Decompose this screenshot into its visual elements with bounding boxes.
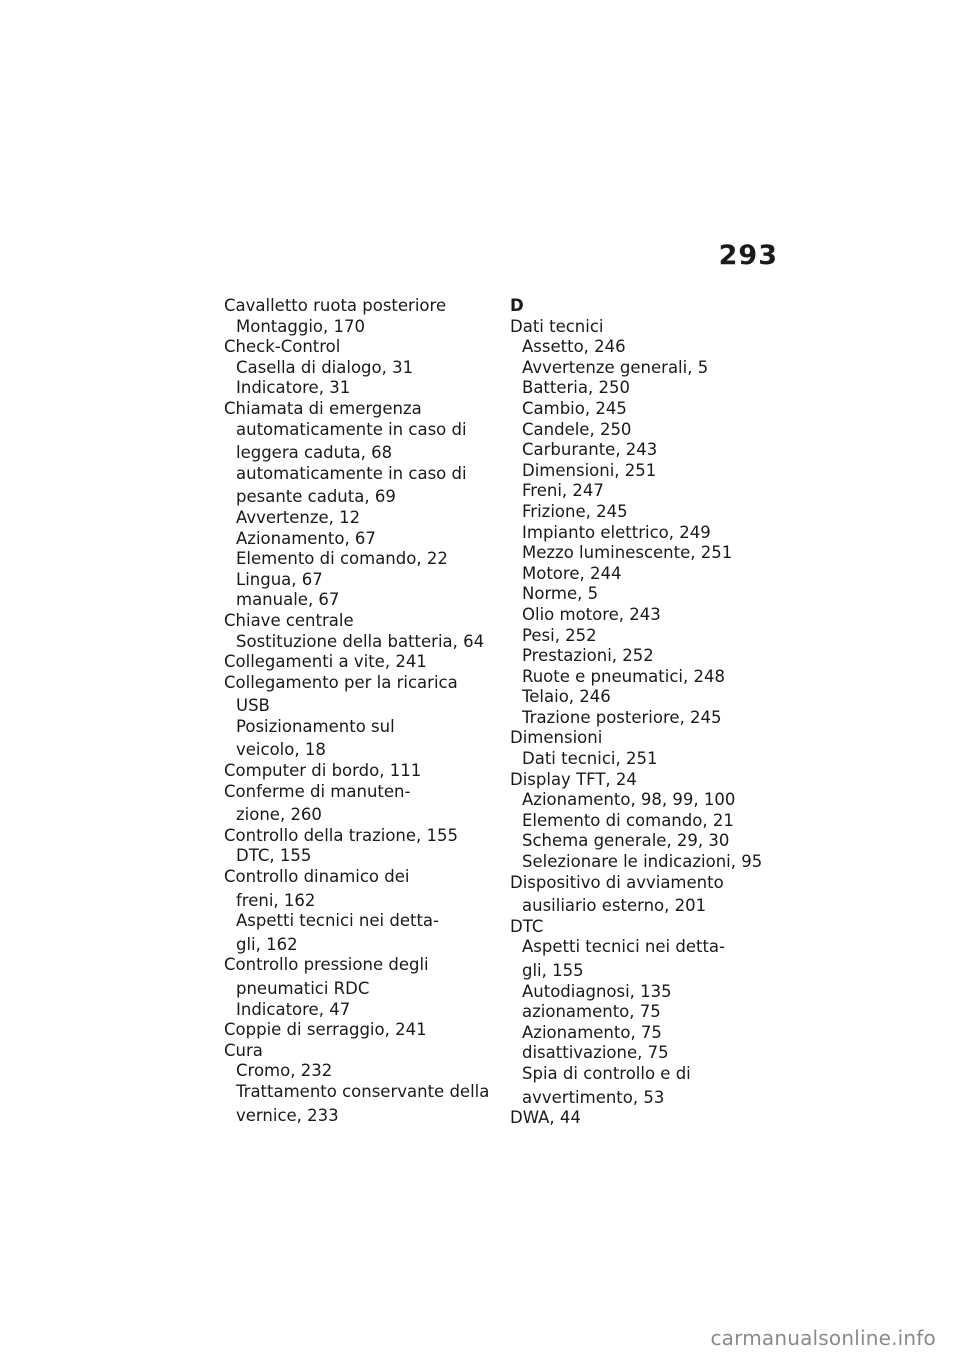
index-subentry: Batteria, 250	[522, 378, 630, 398]
index-entry: DTC	[510, 916, 544, 936]
index-subentry: Pesi, 252	[522, 625, 597, 645]
index-subentry: Assetto, 246	[522, 337, 626, 357]
index-subentry: DTC, 155	[236, 846, 312, 866]
index-subentry: Mezzo luminescente, 251	[522, 543, 733, 563]
index-entry: Check-Control	[224, 337, 341, 357]
index-subentry: Azionamento, 67	[236, 528, 376, 548]
index-subentry: Aspetti tecnici nei detta-	[522, 937, 725, 957]
index-subentry: leggera caduta, 68	[236, 443, 393, 463]
index-entry: Collegamento per la ricarica	[224, 672, 458, 692]
index-letter-heading: D	[510, 296, 524, 315]
index-subentry: Candele, 250	[522, 419, 632, 439]
index-subentry: Schema generale, 29, 30	[522, 831, 730, 851]
index-subentry: manuale, 67	[236, 590, 340, 610]
index-subentry: vernice, 233	[236, 1105, 339, 1125]
index-subentry: Casella di dialogo, 31	[236, 357, 414, 377]
index-subentry: Spia di controllo e di	[522, 1063, 691, 1083]
index-subentry: automaticamente in caso di	[236, 463, 467, 483]
index-entry: Coppie di serraggio, 241	[224, 1020, 427, 1040]
index-subentry: veicolo, 18	[236, 740, 326, 760]
index-subentry: Telaio, 246	[522, 687, 611, 707]
index-subentry: Avvertenze generali, 5	[522, 357, 709, 377]
index-entry: Conferme di manuten-	[224, 781, 411, 801]
index-subentry: avvertimento, 53	[522, 1087, 665, 1107]
index-subentry: Cambio, 245	[522, 398, 627, 418]
page-number: 293	[718, 240, 778, 271]
index-subentry: Ruote e pneumatici, 248	[522, 666, 725, 686]
index-entry: Computer di bordo, 111	[224, 761, 422, 781]
index-entry: Controllo dinamico dei	[224, 867, 410, 887]
index-subentry: Posizionamento sul	[236, 716, 395, 736]
index-entry: DWA, 44	[510, 1108, 581, 1128]
index-subentry: USB	[236, 696, 270, 716]
index-subentry: Carburante, 243	[522, 440, 658, 460]
index-subentry: Azionamento, 75	[522, 1022, 662, 1042]
index-subentry: Avvertenze, 12	[236, 507, 361, 527]
watermark-text: carmanualsonline.info	[710, 1326, 936, 1350]
index-subentry: zione, 260	[236, 805, 322, 825]
index-subentry: Freni, 247	[522, 481, 604, 501]
index-entry: Dispositivo di avviamento	[510, 872, 724, 892]
index-subentry: Azionamento, 98, 99, 100	[522, 790, 736, 810]
index-subentry: freni, 162	[236, 890, 316, 910]
index-subentry: azionamento, 75	[522, 1002, 661, 1022]
index-subentry: Cromo, 232	[236, 1061, 333, 1081]
index-entry: Cura	[224, 1040, 263, 1060]
index-entry: Cavalletto ruota posteriore	[224, 296, 447, 315]
index-subentry: Lingua, 67	[236, 569, 323, 589]
index-subentry: ausiliario esterno, 201	[522, 896, 707, 916]
index-subentry: automaticamente in caso di	[236, 419, 467, 439]
index-subentry: Selezionare le indicazioni, 95	[522, 852, 763, 872]
index-subentry: Dati tecnici, 251	[522, 749, 658, 769]
index-subentry: Frizione, 245	[522, 501, 628, 521]
index-subentry: Indicatore, 31	[236, 378, 351, 398]
index-subentry: Trattamento conservante della	[236, 1081, 490, 1101]
index-entry: Controllo della trazione, 155	[224, 825, 459, 845]
index-subentry: Prestazioni, 252	[522, 646, 654, 666]
index-subentry: Montaggio, 170	[236, 316, 365, 336]
index-subentry: Olio motore, 243	[522, 604, 661, 624]
index-subentry: Elemento di comando, 22	[236, 549, 448, 569]
index-column-left	[224, 296, 496, 1126]
index-subentry: pesante caduta, 69	[236, 487, 396, 507]
index-subentry: Impianto elettrico, 249	[522, 522, 711, 542]
index-entry: Chiamata di emergenza	[224, 398, 422, 418]
index-subentry: Sostituzione della batteria, 64	[236, 631, 485, 651]
index-subentry: Aspetti tecnici nei detta-	[236, 911, 439, 931]
index-subentry: Elemento di comando, 21	[522, 810, 734, 830]
index-subentry: pneumatici RDC	[236, 979, 370, 998]
index-subentry: gli, 155	[522, 961, 584, 980]
index-entry: Collegamenti a vite, 241	[224, 652, 427, 672]
index-column-right	[510, 296, 780, 1129]
index-subentry: Norme, 5	[522, 584, 599, 604]
index-entry: Dati tecnici	[510, 316, 604, 336]
index-subentry: disattivazione, 75	[522, 1043, 669, 1063]
index-subentry: Motore, 244	[522, 563, 622, 583]
index-subentry: Autodiagnosi, 135	[522, 981, 672, 1001]
index-entry: Controllo pressione degli	[224, 955, 429, 975]
index-subentry: gli, 162	[236, 934, 298, 954]
index-entry: Dimensioni	[510, 728, 603, 748]
index-subentry: Dimensioni, 251	[522, 460, 657, 480]
index-entry: Chiave centrale	[224, 610, 354, 630]
index-entry: Display TFT, 24	[510, 769, 637, 789]
index-subentry: Trazione posteriore, 245	[522, 707, 722, 727]
index-subentry: Indicatore, 47	[236, 999, 351, 1019]
